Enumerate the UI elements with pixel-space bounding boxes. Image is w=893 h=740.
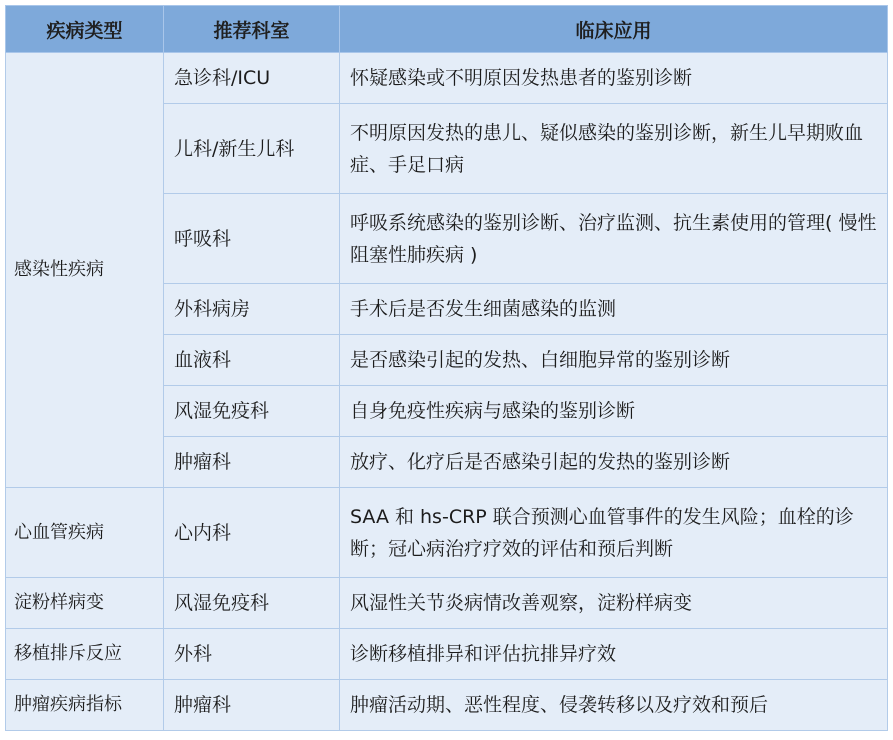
category-cell: 感染性疾病 [6,53,164,488]
header-row [6,6,888,53]
department-cell: 急诊科/ICU [164,53,340,104]
header-clinical-use: 临床应用 [340,6,888,53]
department-cell: 心内科 [164,488,340,578]
department-cell: 儿科/新生儿科 [164,104,340,194]
header-department: 推荐科室 [164,6,340,53]
department-cell: 肿瘤科 [164,437,340,488]
clinical-use-cell: 是否感染引起的发热、白细胞异常的鉴别诊断 [340,335,888,386]
category-cell: 移植排斥反应 [6,629,164,680]
table-row [6,53,888,104]
clinical-use-cell: 风湿性关节炎病情改善观察，淀粉样病变 [340,578,888,629]
department-cell: 呼吸科 [164,194,340,284]
clinical-use-cell: 手术后是否发生细菌感染的监测 [340,284,888,335]
clinical-use-cell: 肿瘤活动期、恶性程度、侵袭转移以及疗效和预后 [340,680,888,731]
department-cell: 风湿免疫科 [164,386,340,437]
category-cell: 淀粉样病变 [6,578,164,629]
clinical-use-cell: SAA 和 hs-CRP 联合预测心血管事件的发生风险；血栓的诊断；冠心病治疗疗效的评估和预后判断 [340,488,888,578]
department-cell: 外科 [164,629,340,680]
clinical-use-cell: 放疗、化疗后是否感染引起的发热的鉴别诊断 [340,437,888,488]
table-row [6,488,888,578]
clinical-application-table [5,5,888,731]
department-cell: 血液科 [164,335,340,386]
clinical-use-cell: 自身免疫性疾病与感染的鉴别诊断 [340,386,888,437]
header-disease-type: 疾病类型 [6,6,164,53]
clinical-use-cell: 不明原因发热的患儿、疑似感染的鉴别诊断，新生儿早期败血症、手足口病 [340,104,888,194]
clinical-use-cell: 诊断移植排异和评估抗排异疗效 [340,629,888,680]
clinical-use-cell: 怀疑感染或不明原因发热患者的鉴别诊断 [340,53,888,104]
clinical-use-cell: 呼吸系统感染的鉴别诊断、治疗监测、抗生素使用的管理( 慢性阻塞性肺疾病 ) [340,194,888,284]
table-row [6,578,888,629]
table-row [6,629,888,680]
category-cell: 肿瘤疾病指标 [6,680,164,731]
table-row [6,680,888,731]
department-cell: 肿瘤科 [164,680,340,731]
department-cell: 风湿免疫科 [164,578,340,629]
category-cell: 心血管疾病 [6,488,164,578]
department-cell: 外科病房 [164,284,340,335]
